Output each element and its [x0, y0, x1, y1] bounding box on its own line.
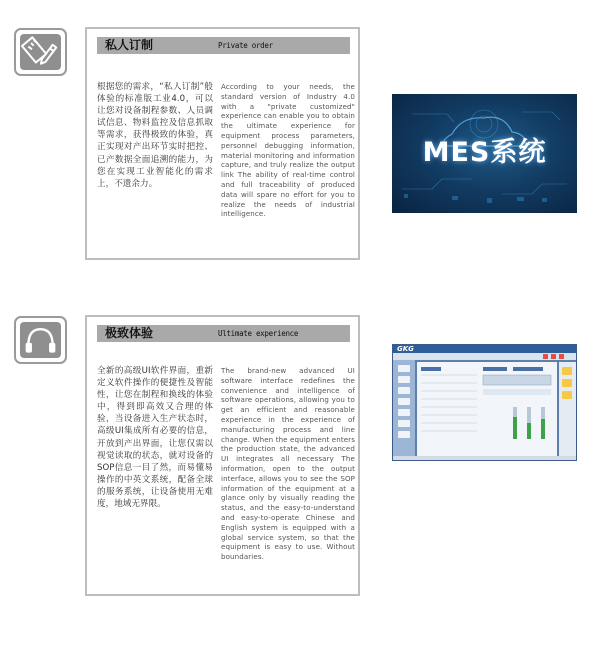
ultimate-experience-card	[85, 315, 360, 596]
card-title-en: Ultimate experience	[218, 329, 299, 338]
mes-image-text: MES系统	[422, 137, 547, 168]
body-text-cn: 全新的高级UI软件界面，重新定义软件操作的便捷性及智能性，让您在制程和换线的体验中，得到即高效又合理的体验，当设备进入生产状态时，高级UI集成所有必要的信息，开放到产出界面，让您仅需以视觉读取的状态，就对设备的SOP信息一目了然，而易懂易操作的中英文系统，配备全球的服务系统，让设备使用无难度，地域无界限。	[97, 366, 213, 510]
card-title-en: Private order	[218, 41, 273, 50]
body-text-cn: 根据您的需求，“私人订制”般体验的标准版工业4.0，可以让您对设备制程参数、人员调试信息、物料监控及信息抓取等需求，获得极致的体验，真正实现对产出环节实时把控、已产数据全面追溯的能力，为您在实现工业智能化的需求上，不遗余力。	[97, 82, 213, 189]
card-header	[97, 37, 350, 54]
software-ui-screenshot	[392, 344, 577, 461]
mes-system-image	[392, 94, 577, 213]
body-text-en: The brand-new advanced UI software interface redefines the convenience and intelligence of software operations, allowing you to get an efficient and reasonable experience in the experience of manufacturing process and line change. When the equipment enters the production state, the advanced UI integrates all necessary The information, open to the output interface, allows you to see the SOP information of the equipment at a glance only by visually reading the status, and the easy-to-understand and easy-to-operate Chinese and English system is equipped with a global service system, so that the equipment is easy to use. Without boundaries.	[221, 366, 355, 562]
body-text-en: According to your needs, the standard version of Industry 4.0 with a "private customized" experience can enable you to obtain the ultimate experience for equipment process parameters, personnel debugging information, material monitoring and information capture, and truly realize the output link The ability of real-time control and full traceability of produced data will spare no effort for you to realize the needs of industrial intelligence.	[221, 82, 355, 219]
gkg-logo: GKG	[397, 345, 414, 353]
card-title-cn: 私人订制	[105, 38, 154, 52]
section1-icon-frame	[14, 28, 67, 76]
card-title-cn: 极致体验	[105, 326, 154, 340]
private-order-card	[85, 27, 360, 260]
section2-icon-frame	[14, 316, 67, 364]
card-header	[97, 325, 350, 342]
headphones-icon	[20, 322, 61, 358]
pencil-ruler-icon	[20, 34, 61, 70]
